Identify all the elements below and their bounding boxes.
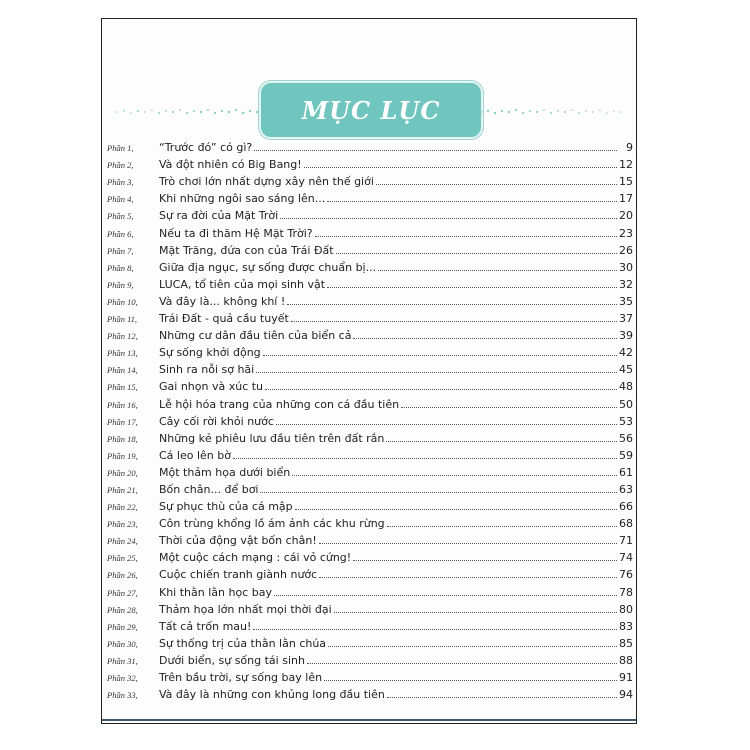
toc-entry <box>107 616 633 633</box>
entry-title: Sự phục thù của cá mập <box>159 500 293 514</box>
page-number: 68 <box>619 517 633 531</box>
part-number: Phần 11, <box>107 314 138 325</box>
part-number: Phần 7, <box>107 245 134 256</box>
toc-entry <box>107 342 633 359</box>
toc-entry <box>107 222 633 239</box>
dot-leader <box>319 542 617 544</box>
dot-leader <box>327 200 617 202</box>
part-number: Phần 16, <box>107 399 138 410</box>
page-number: 50 <box>619 397 633 411</box>
part-number: Phần 2, <box>107 160 134 171</box>
toc-entry <box>107 393 633 410</box>
entry-title: Cuộc chiến tranh giành nước <box>159 568 318 582</box>
entry-title: Trên bầu trời, sự sống bay lên <box>159 671 323 684</box>
page-number: 26 <box>619 243 633 257</box>
dot-leader <box>353 559 617 561</box>
entry-title: Tất cả trốn mau! <box>159 619 252 633</box>
sparkle-decoration-left <box>112 105 262 119</box>
part-number: Phần 9, <box>107 279 134 290</box>
page-number: 78 <box>619 585 633 599</box>
dot-leader <box>387 696 617 698</box>
entry-title: Nếu ta đi thăm Hệ Mặt Trời? <box>159 226 313 240</box>
entry-title: Khi thằn lằn học bay <box>159 585 272 599</box>
dot-leader <box>287 303 617 305</box>
page-number: 63 <box>619 482 633 496</box>
part-number: Phần 32, <box>107 673 138 683</box>
entry-title: Và đây là những con khủng long đầu tiên <box>159 688 385 702</box>
dot-leader <box>254 149 617 151</box>
toc-entry <box>107 599 633 616</box>
page-number: 74 <box>619 551 633 565</box>
part-number: Phần 8, <box>107 262 134 273</box>
page-number: 30 <box>619 260 633 274</box>
entry-title: Mặt Trăng, đứa con của Trái Đất <box>159 243 334 257</box>
toc-entry <box>107 359 633 376</box>
page-number: 76 <box>619 568 633 582</box>
page-number: 23 <box>619 226 633 240</box>
page-number: 39 <box>619 329 633 343</box>
entry-title: Thời của động vật bốn chân! <box>159 534 317 548</box>
dot-leader <box>253 628 617 630</box>
entry-title: Dưới biển, sự sống tái sinh <box>159 653 305 667</box>
toc-entry <box>107 274 633 291</box>
page-number: 42 <box>619 346 633 360</box>
part-number: Phần 1, <box>107 143 134 154</box>
dot-leader <box>353 337 617 339</box>
dot-leader <box>274 594 617 596</box>
toc-entry <box>107 171 633 188</box>
toc-entry <box>107 137 633 154</box>
toc-entry <box>107 581 633 598</box>
dot-leader <box>265 388 617 390</box>
dot-leader <box>401 406 617 408</box>
page-number: 15 <box>619 175 633 189</box>
dot-leader <box>336 252 617 254</box>
entry-title: Sự ra đời của Mặt Trời <box>159 209 279 223</box>
page-number: 45 <box>619 363 633 377</box>
toc-entry <box>107 547 633 564</box>
entry-title: LUCA, tổ tiên của mọi sinh vật <box>159 277 326 291</box>
book-page <box>101 18 637 724</box>
entry-title: Trái Đất - quả cầu tuyết <box>159 312 289 326</box>
part-number: Phần 27, <box>107 587 138 598</box>
page-number: 61 <box>619 465 633 479</box>
entry-title: Và đây là... không khí ! <box>159 294 286 308</box>
dot-leader <box>233 457 617 459</box>
toc-entry <box>107 154 633 171</box>
entry-title: Bốn chân... để bơi <box>159 482 259 496</box>
page-number: 71 <box>619 534 633 548</box>
toc-entry <box>107 240 633 257</box>
entry-title: Những kẻ phiêu lưu đầu tiên trên đất rắn <box>159 431 385 445</box>
dot-leader <box>276 423 617 425</box>
dot-leader <box>315 235 617 237</box>
part-number: Phần 14, <box>107 365 138 376</box>
entry-title: Côn trùng khổng lồ ám ảnh các khu rừng <box>159 517 385 531</box>
toc-entry <box>107 188 633 205</box>
dot-leader <box>327 286 617 288</box>
dot-leader <box>280 217 617 219</box>
toc-entry <box>107 667 633 684</box>
part-number: Phần 26, <box>107 570 138 581</box>
toc-entry <box>107 462 633 479</box>
page-number: 85 <box>619 636 633 650</box>
page-number: 91 <box>619 671 633 684</box>
title-banner <box>102 81 636 141</box>
entry-title: Sự thống trị của thằn lằn chúa <box>159 636 327 650</box>
part-number: Phần 31, <box>107 655 138 666</box>
toc-entry <box>107 633 633 650</box>
dot-leader <box>292 474 617 476</box>
part-number: Phần 28, <box>107 604 138 615</box>
part-number: Phần 29, <box>107 621 138 632</box>
dot-leader <box>387 525 617 527</box>
toc-entry <box>107 257 633 274</box>
entry-title: Một thảm họa dưới biển <box>159 465 291 479</box>
entry-title: Một cuộc cách mạng : cái vỏ cứng! <box>159 551 352 565</box>
page-number: 12 <box>619 158 633 172</box>
part-number: Phần 23, <box>107 519 138 530</box>
dot-leader <box>256 371 617 373</box>
page-number: 53 <box>619 414 633 428</box>
page-number: 80 <box>619 602 633 616</box>
dot-leader <box>291 320 617 322</box>
page-number: 59 <box>619 448 633 462</box>
entry-title: Giữa địa ngục, sự sống được chuẩn bị... <box>159 260 377 274</box>
toc-entry <box>107 308 633 325</box>
dot-leader <box>334 611 617 613</box>
toc-entry <box>107 530 633 547</box>
dot-leader <box>319 576 617 578</box>
page-number: 48 <box>619 380 633 394</box>
part-number: Phần 12, <box>107 331 138 342</box>
entry-title: Lễ hội hóa trang của những con cá đầu tiên <box>159 397 400 411</box>
toc-entry <box>107 445 633 462</box>
page-number: 83 <box>619 619 633 633</box>
page-number: 9 <box>626 141 633 155</box>
page-number: 20 <box>619 209 633 223</box>
part-number: Phần 30, <box>107 638 138 649</box>
toc-entry <box>107 684 633 701</box>
page-number: 35 <box>619 294 633 308</box>
part-number: Phần 19, <box>107 450 138 461</box>
toc-entry <box>107 650 633 667</box>
dot-leader <box>260 491 617 493</box>
page-number: 56 <box>619 431 633 445</box>
part-number: Phần 13, <box>107 348 138 359</box>
toc-entry <box>107 564 633 581</box>
dot-leader <box>295 508 617 510</box>
toc-entry <box>107 291 633 308</box>
part-number: Phần 10, <box>107 296 138 307</box>
entry-title: Gai nhọn và xúc tu <box>159 380 264 394</box>
entry-title: “Trước đó” có gì? <box>159 141 253 155</box>
sparkle-decoration-right <box>476 105 626 119</box>
dot-leader <box>307 662 617 664</box>
toc-entry <box>107 325 633 342</box>
part-number: Phần 4, <box>107 194 134 205</box>
part-number: Phần 33, <box>107 690 138 701</box>
dot-leader <box>304 166 617 168</box>
page-number: 66 <box>619 500 633 514</box>
page-number: 32 <box>619 277 633 291</box>
entry-title: Và đột nhiên có Big Bang! <box>159 158 302 172</box>
entry-title: Sự sống khởi động <box>159 346 261 360</box>
dot-leader <box>263 354 617 356</box>
dot-leader <box>324 679 617 681</box>
dot-leader <box>376 183 617 185</box>
part-number: Phần 15, <box>107 382 138 393</box>
part-number: Phần 5, <box>107 211 134 222</box>
page-number: 88 <box>619 653 633 667</box>
part-number: Phần 21, <box>107 484 138 495</box>
page-title: MỤC LỤC <box>301 95 441 125</box>
part-number: Phần 3, <box>107 177 134 188</box>
bottom-rule <box>102 719 636 721</box>
toc-entry <box>107 513 633 530</box>
entry-title: Trò chơi lớn nhất dựng xây nên thế giới <box>159 175 374 189</box>
toc-entry <box>107 205 633 222</box>
part-number: Phần 25, <box>107 553 138 564</box>
entry-title: Cây cối rời khỏi nước <box>159 414 274 428</box>
entry-title: Thảm họa lớn nhất mọi thời đại <box>159 602 332 616</box>
page-number: 37 <box>619 312 633 326</box>
entry-title: Khi những ngôi sao sáng lên... <box>159 192 326 206</box>
page-number: 17 <box>619 192 633 206</box>
part-number: Phần 24, <box>107 536 138 547</box>
toc-entry <box>107 376 633 393</box>
page-number: 94 <box>619 688 633 702</box>
toc-entry <box>107 479 633 496</box>
toc-entry <box>107 411 633 428</box>
title-box <box>259 81 483 139</box>
entry-title: Những cư dân đầu tiên của biển cả <box>159 329 352 343</box>
toc-entry <box>107 496 633 513</box>
part-number: Phần 18, <box>107 433 138 444</box>
dot-leader <box>378 269 617 271</box>
dot-leader <box>328 645 617 647</box>
part-number: Phần 17, <box>107 416 138 427</box>
entry-title: Sinh ra nỗi sợ hãi <box>159 363 255 377</box>
part-number: Phần 20, <box>107 467 138 478</box>
toc-entry <box>107 428 633 445</box>
table-of-contents <box>107 137 633 701</box>
part-number: Phần 22, <box>107 502 138 513</box>
part-number: Phần 6, <box>107 228 134 239</box>
entry-title: Cá leo lên bờ <box>159 448 231 462</box>
dot-leader <box>386 440 617 442</box>
